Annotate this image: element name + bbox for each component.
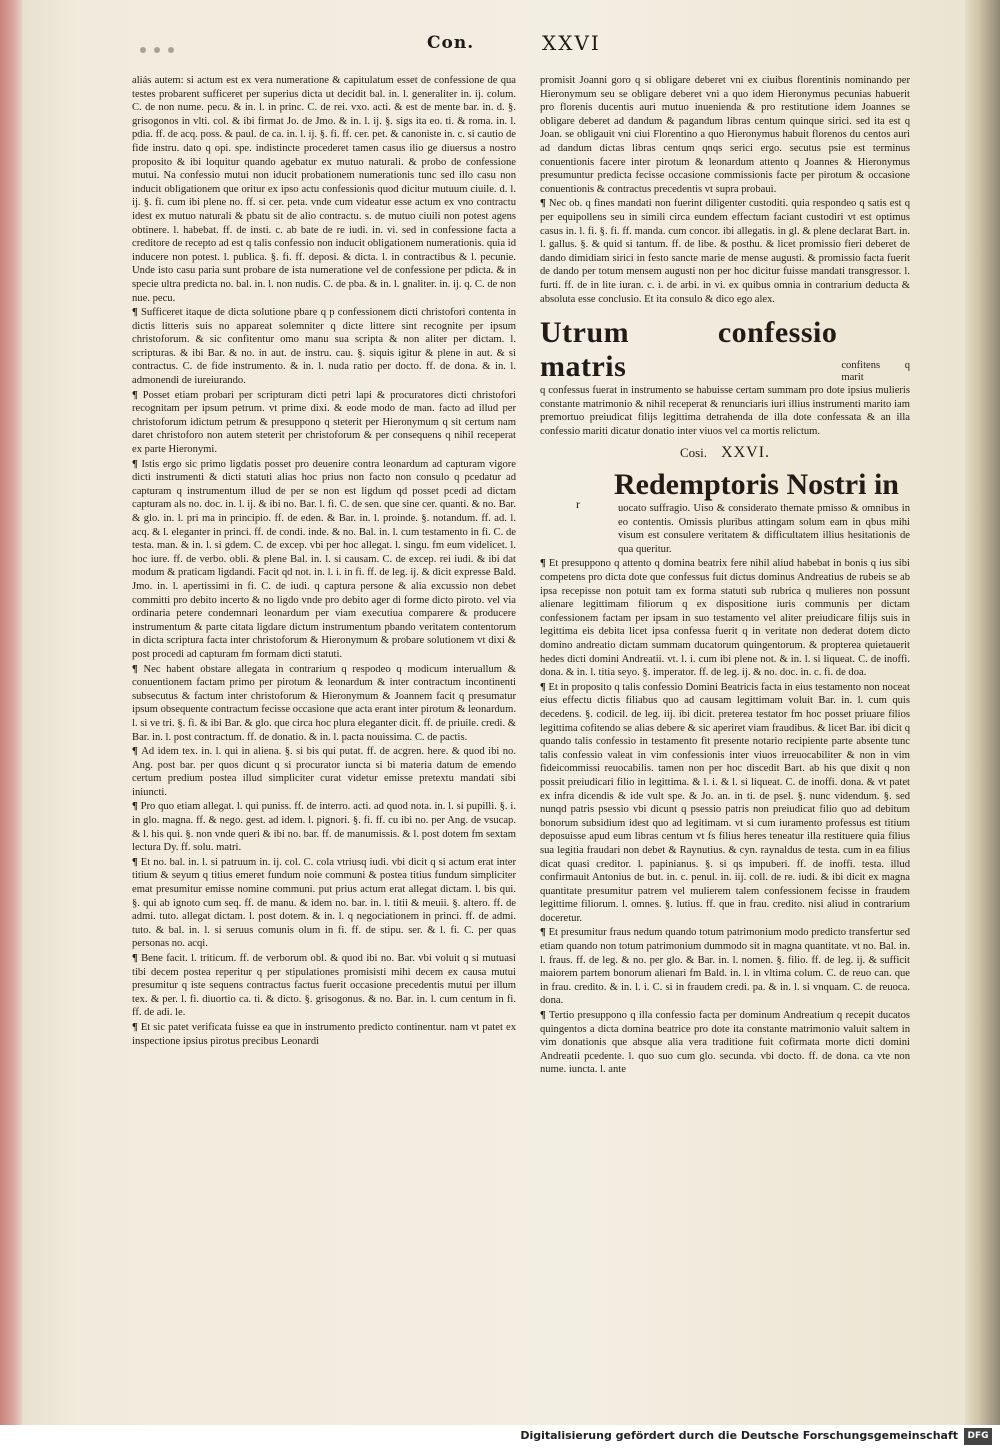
folio-number: XXVI bbox=[542, 31, 601, 55]
paragraph: ¶ Posset etiam probari per scripturam dicti petri lapi & procuratores dicti christofori recognitam per ipsum petrum. vt prime dixi. & eode modo de man. facto ad illud per christoforum idictum petrum & presuppono q steterit per Hieronymum q sit certum nam daret christoforo non autem steterit per christoforum & per consequens q nihil receperat ex parte Hieronymi. bbox=[132, 389, 516, 456]
page-edge-red bbox=[0, 0, 22, 1425]
paragraph: ¶ Et presuppono q attento q domina beatrix fere nihil aliud habebat in bonis q ius sibi competens pro dicta dote que confessus fuit dictus dominus Andreatius de rubeis se ab ipsa recepisse non potuit tam ex forma statuti sub rubrica q mulieres non possunt alienare legittimam filiorum q ex dispositione iuris communis per dictam confessionem factam per ipsam in suo testamento vel aliter preiudicare filijs suis in legittima eis debita licet ipsa confessa fuerit q in veritate non dederat dotem dicto domino andreatio dictam summam ducatorum quingentorum. & propterea quietauerit hedes dicti domini Andreatii. vt. l. i. cum ibi plene not. & in. l. si liqueat. C. de inoffi. dona. & in. l. titia seyo. §. imperator. ff. de leg. ij. & no. doc. in. c. fi. de doa. bbox=[540, 558, 910, 679]
paragraph: aliás autem: si actum est ex vera numeratione & capitulatum esset de confessione de qua testes probarent sufficeret per superius dicta ut decidit bal. in. l. generaliter in. ij. colum. C. de non nume. pecu. & in. l. in princ. C. de rei. vxo. acti. & est de mente bar. in. d. §. grisogonos in vlti. col. & ibi firmat Jo. de Jmo. & in. l. ij. §. sigs ita eo. ti. & roma. in. l. pdia. ff. de acq. poss. & paul. de ca. in. l. ij. §. fi. ff. cer. pet. & canoniste in. c. si cautio de fide instru. dato q opi. spe. indistincte procederet tamen casus ilio ge diuersus a nostro proposito & ibi loquitur quando agebatur ex mutuo naturali. & probo de confessione mutui. Na confessio mutui non iducit probationem numerationis tunc sed illo casu non inducit obligationem que oritur ex ipso actu confessionis quod dicitur mutuum ciuile. d. l. ij. §. fi. cum ibi plene no. ff. si cer. peta. vnde cum videatur esse actum ex vno contractu idest ex mutuo naturali & pbatu sit de alio contractu. s. de mutuo ciuili non potest agens obtinere. l. habebat. ff. de insti. c. ab bate de re iudi. in. vi. sed in confessione facta a creditore de recepto ad est q talis confessio non inducit obligationem numerationis. quia id inducere non potest. l. publica. §. fi. ff. deposi. & dicta. l. in contractibus & l. pecunie. Unde isto casu paria sunt probare de ista numeratione vel de confessione per pdicta. & in specie ultra predicta no. bal. in. l. non nudis. C. de pba. & in. l. gnaliter. in. ij. q. C. de non nue. pecu. bbox=[132, 75, 516, 304]
paragraph: ¶ Bene facit. l. triticum. ff. de verborum obl. & quod ibi no. Bar. vbi voluit q si mutuasi tibi decem postea reperitur q per stipulationes promisisti mihi decem ex causa mutui presumitur q iste sequens contractus factus fuerit occasione precedentis mutui per illum tex. & per. l. fi. diuortio ca. ti. & dicto. §. grisogonus. & no. Bar. in. l. cum centum in fi. ff. de adi. le. bbox=[132, 953, 516, 1019]
incipit bbox=[540, 468, 910, 557]
guide-letter: r bbox=[576, 497, 580, 512]
page-header bbox=[22, 33, 965, 61]
question-body: q confessus fuerat in instrumento se habuisse certam summam pro dote ipsius mulieris constante matrimonio & nihil receperat & renunciaris iuri illius instrumenti marito iam premortuo preiudicat filijs legittima detrahenda de illa dote confessata & an illa confessio mariti dicatur donatio inter viuos vel ca mortis relictum. bbox=[540, 385, 910, 437]
paragraph: ¶ Sufficeret itaque de dicta solutione pbare q p confessionem dicti christofori contenta in dictis litteris suis no appareat solemniter q dicte littere sint recognite per ipsum christoforum. & sic confitentur omo manu sua scripta & non aliter per dictam. l. scripturas. & ibi Bar. & no. in aut. de instru. cau. §. siquis igitur & plene in aut. & si contractus. C. de fide instrumento. & in. l. nuda ratio per docto. ff. de dona. & in. l. admonendi de iureiurando. bbox=[132, 307, 516, 387]
running-head-left: Con. bbox=[427, 33, 475, 53]
pilcrow-icon: ¶ bbox=[540, 558, 549, 570]
pilcrow-icon: ¶ bbox=[132, 746, 142, 758]
question-side-text: confitens q marit bbox=[841, 360, 910, 384]
consilium-number: XXVI. bbox=[721, 444, 771, 462]
pilcrow-icon: ¶ bbox=[540, 1010, 550, 1022]
right-text-column bbox=[540, 74, 910, 1304]
pilcrow-icon: ¶ bbox=[540, 927, 549, 939]
initial-space bbox=[540, 468, 618, 524]
book-page bbox=[22, 0, 965, 1425]
pilcrow-icon: ¶ bbox=[132, 953, 142, 964]
paragraph: ¶ Nec habent obstare allegata in contrarium q respodeo q modicum interuallum & conuentionem factam primo per pirotum & leonardum & inter contractum incontinenti subsecutus & factum inter christoforum & Hieronymum & Joannem facit q presumatur ipsum obsequente contractum fecisse occasione que acta erant inter pirotum & leonardum. l. si ve tri. §. fi. & ibi Bar. & glo. que circa hoc plura eleganter dicit. ff. de priuile. credi. & Bar. in. l. post contractum. ff. de donatio. & in. l. pacta nouissima. C. de pactis. bbox=[132, 663, 516, 743]
book-spine bbox=[965, 0, 1000, 1425]
paragraph: ¶ Tertio presuppono q illa confessio facta per dominum Andreatium q recepit ducatos quingentos a dicta domina beatrice pro dote ita constante matrimonio valuit saltem in vim donationis que absque alia vera traditione fuit cofirmata morte dicti domini Andreatii pcedente. l. quo suo cum glo. secunda. vbi docto. ff. de dona. ca vte non nume. iuncta. l. ante bbox=[540, 1010, 910, 1076]
dfg-logo-icon: DFG bbox=[964, 1428, 992, 1445]
pilcrow-icon: ¶ bbox=[540, 681, 549, 693]
consilium-label bbox=[540, 446, 910, 460]
paragraph: ¶ Ad idem tex. in. l. qui in aliena. §. si bis qui putat. ff. de acgren. here. & quod ibi no. Ang. post bar. per quos dicunt q si procurator iuncta si bi materia datum de emendo certum predium postea illud simpliciter curat videtur emisse pretextu mandati sibi iniuncti. bbox=[132, 746, 516, 798]
paragraph: ¶ Nec ob. q fines mandati non fuerint diligenter custoditi. quia respondeo q satis est q per equipollens seu in simili circa eundem effectum faciant custodiri vt est optimus casus in. l. fi. §. fi. ff. manda. cum concor. ibi allegatis. in gl. & plene declarat Bart. in. l. gallus. §. & quid si tantum. ff. de libe. & posthu. & licet promissio fieri deberet de dando dimidiam sirici in festo sancte marie de mense augusti. & promissio facta fuerit de dando per totum mensem augusti non per hoc dicitur fuisse mandati transgressor. l. furti. ff. de in lite iuran. c. i. de arbi. in vi. ex quibus omnia in contrarium deducta & absoluta esse conclusio. Et ita consulo & dico ego alex. bbox=[540, 198, 910, 305]
consilium-abbrev: Cosi. bbox=[679, 445, 708, 461]
question-heading bbox=[540, 316, 910, 384]
paragraph: ¶ Istis ergo sic primo ligdatis posset pro deuenire contra leonardum ad capturam vigore dicti instrumenti & dicti statuti alias hoc prius non facto non consulo q pcedatur ad capturam q instrumentum illud de per se non est ligdum qd posset pcedi ad dictam capturam als no. doc. in. l. ij. & ibi no. Bar. l. fi. C. de sen. que sine cer. quanti. & no. Bar. & glo. in. l. pri ma in principio. ff. de eden. & Bar. in. l. proinde. §. notandum. ff. ad. l. acq. & l. eleganter in princi. ff. de condi. inde. & no. Bal. in. l. cum testamento in fi. C. de testa. man. & in. l. si gdem. C. de excep. vbi per hoc allegat. l. singu. fm eum videlicet. l. hoc iure. ff. de verbo. obli. & plene Bal. in. l. si causam. C. de excep. rei iudi. & ibi dat modum & praticam ligdandi. Facit qd not. in. l. i. in fi. ff. de leg. ij. & dicit expresse Bald. Jmo. in. l. apertissimi in fi. C. de iudi. q captura persone & alia excussio non debet committi pro debito incerto & no ligdo vnde pro debito ager di forme dicto piroto. vel via ordinaria petere condemnari leonardum per viam executiua comparere & producere instrumentum & parte citata ligdare dictum instrumentum pbando veritatem contentorum in dicta scriptura facta inter christoforum & Hieronymum & probare solutionem vt dixi & post procedi ad capturam fm formam dicti statuti. bbox=[132, 458, 516, 660]
pilcrow-icon: ¶ bbox=[132, 663, 144, 675]
pilcrow-icon: ¶ bbox=[132, 856, 141, 868]
left-text-column bbox=[132, 74, 516, 1289]
pilcrow-icon: ¶ bbox=[132, 801, 141, 813]
pilcrow-icon: ¶ bbox=[540, 198, 549, 210]
paragraph: ¶ Et no. bal. in. l. si patruum in. ij. col. C. cola vtriusq iudi. vbi dicit q si actum erat inter titium & seyum q titius emeret fundum noie communi & postea titius fundum simpliciter emat presumitur emisse nomine communi. put prius actum erat allegat dictam. l. bis qui. §. qui ab ignoto cum seq. ff. de manu. & idem no. bar. in. l. titii & meuii. §. altero. ff. de admi. tuto. allegat dictam. l. post dotem. & in. l. q negociationem in princi. ff. de admi. tuto. & bal. in. l. si seruus comunis olum in fi. ff. de stipu. ser. & l. fi. C. per quas personas no. acqi. bbox=[132, 856, 516, 950]
paragraph: ¶ Et in proposito q talis confessio Domini Beatricis facta in eius testamento non noceat eius effectu dictis filiabus quo ad causam legittimam voluit Bar. in. l. cum quis decedens. §. codicil. de leg. iij. ibi dicit. preterea testator fm hoc posset priuare filios legittima cofitendo se alias debere & sic aperiret viam fraudibus. & licet Bar. ibi dicit q quando talis confessio in testamento fit presente notario recipiente parte absente tunc talis confessio valeat in vim confessionis inter viuos irreuocabiliter & non in vim fideicommissi reuocabilis. tamen non per hoc discedit Bart. ab his que dixit q non possit preiudicari filio in legittima. & l. i. & l. si liqueat. C. de inoffi. dona. & vt patet ex infra dicendis & ide vult spe. & Jo. an. in ti. de psel. §. nunc videndum. §. sed nunqd patris psessio vbi dicunt q psessio patris non preiudicat filio quo ad debitum bonorum subsidium idest quo ad legitimam. vt si cum iuramento professus est titium deposuisse apud eum libras centum vt fs filius heres teneatur illa restituere quia filius sua legitia fraudari non debet & Raynutius. & cyn. raynaldus de testa. cum in ea filius dicat quasi creditor. l. papinianus. §. si qs impuberi. ff. de inoffi. testa. illud confirmauit Antonius de but. in. c. penul. in. iij. coll. de re. iudi. & ibi dicit ex magna quantitate presumitur patrem vel mulierem talem confessionem fecisse in fraudem legittime filiorum. l. omnes. §. lutius. ff. que in frau. credito. nisi aliud in contrarium doceretur. bbox=[540, 681, 910, 924]
paragraph: ¶ Et presumitur fraus nedum quando totum patrimonium modo predicto transfertur sed etiam quando non totum patrimonium dummodo sit in magna quantitate. vt no. Bal. in. l. fraus. ff. de leg. & no. per glo. & Bar. in. l. nomen. §. filio. ff. de leg. ij. & sufficit maiorem partem bonorum alienari fm Bald. in. l. in vltima colum. C. de reuo can. que in frau. credito. & in. l. i. C. si in fraudem credi. pa. & in. l. si vnquam. C. de reuoca. dona. bbox=[540, 927, 910, 1007]
pilcrow-icon: ¶ bbox=[132, 458, 142, 470]
paragraph: ¶ Pro quo etiam allegat. l. qui puniss. ff. de interro. acti. ad quod nota. in. l. si pupilli. §. i. in glo. magna. ff. & nego. gest. ad idem. l. pignori. §. fi. ff. cu ibi no. per Ang. de vsucap. & l. his qui. §. non vnde queri & ibi no. bar. ff. de manumissis. & l. post dotem fm sextam lectura Dy. ff. solu. matri. bbox=[132, 801, 516, 854]
funding-note: Digitalisierung gefördert durch die Deutsche Forschungsgemeinschaft bbox=[520, 1429, 958, 1442]
pilcrow-icon: ¶ bbox=[132, 307, 141, 319]
incipit-body: uocato suffragio. Uiso & considerato themate pmisso & omnibus in eo contentis. Omissis pluribus attingam solum eam in qbus mihi visum est consulere veritatem & difficultatem illius hesitationis de qua queritur. bbox=[618, 503, 910, 555]
paragraph: promisit Joanni goro q si obligare deberet vni ex ciuibus florentinis nominando per Hieronymum seu se obligare deberet vni a quo idem Hieronymus pecunias habuerit pro florenis ducentis auri mutuo inuenienda & pro restitutione idem Joannes se obligare deberet ad dandum & pagandum libras centum quinque sirici. sed ita est q Joan. se obligauit vni ciui Florentino a quo Hieronymus habuit florenos du centos auri ad dandum dictas libras centum qnqs serici ergo. secutus psie est terminus conuentionis facere inter pirotum & leonardum attento q Joannes & Hieronymus presumuntur predicta fecisse occasione commissionis facte per pirotum & occasione conuentionis & contractus precedentis vt supra probaui. bbox=[540, 75, 910, 195]
question-title: Utrum confessio matris bbox=[540, 316, 838, 384]
paragraph: ¶ Et sic patet verificata fuisse ea que in instrumento predicto continentur. nam vt patet ex inspectione ipsius pirotus precibus Leonardi bbox=[132, 1021, 516, 1047]
pilcrow-icon: ¶ bbox=[132, 389, 143, 401]
digitization-footer bbox=[0, 1425, 1000, 1450]
incipit-title: Redemptoris Nostri in bbox=[614, 468, 899, 502]
pilcrow-icon: ¶ bbox=[132, 1021, 141, 1033]
